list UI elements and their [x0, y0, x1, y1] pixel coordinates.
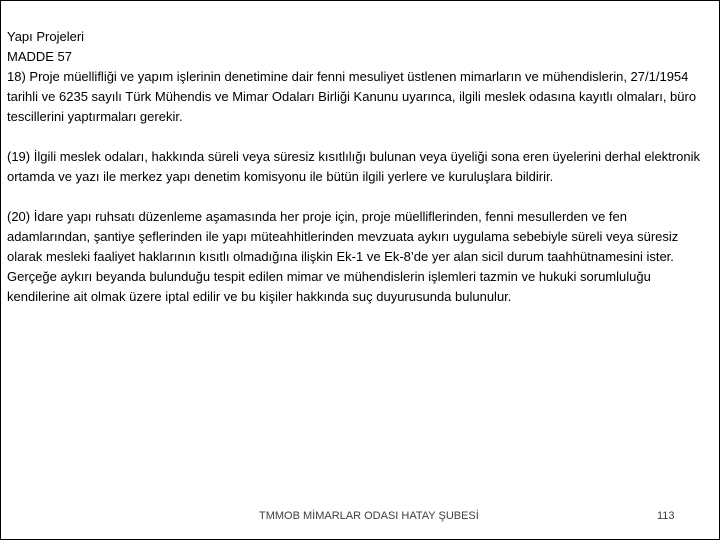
- paragraph-20: (20) İdare yapı ruhsatı düzenleme aşamasında her proje için, proje müelliflerinden, fenni mesullerden ve fen adamlarından, şantiye şeflerinden ile yapı müteahhitlerinden mevzuata aykırı uygulama sebebiyle süreli veya süresiz olarak mesleki faaliyet haklarının kısıtlı olmadığına ilişkin Ek-1 ve Ek-8’de yer alan sicil durum taahhütnamesini ister. Gerçeğe aykırı beyanda bulunduğu tespit edilen mimar ve mühendislerin işlemleri tazmin ve hukuki sorumluluğu kendilerine ait olmak üzere iptal edilir ve bu kişiler hakkında suç duyurusunda bulunulur.: [7, 209, 679, 304]
- article-heading: MADDE 57: [7, 49, 73, 64]
- paragraph-19: (19) İlgili meslek odaları, hakkında süreli veya süresiz kısıtlılığı bulunan veya üyeliği sona eren üyelerini derhal elektronik ortamda ve yazı ile merkez yapı denetim komisyonu ile bütün ilgili yerlere ve kuruluşlara bildirir.: [7, 149, 700, 184]
- page-number: 113: [657, 510, 675, 522]
- paragraph-18: 18) Proje müellifliği ve yapım işlerinin denetimine dair fenni mesuliyet üstlenen mimarların ve mühendislerin, 27/1/1954 tarihli ve 6235 sayılı Türk Mühendis ve Mimar Odaları Birliği Kanunu uyarınca, ilgili meslek odasına kayıtlı olmaları, büro tescillerini yaptırmaları gerekir.: [7, 69, 697, 124]
- paragraph-spacer: [7, 187, 713, 207]
- document-body: [7, 27, 713, 307]
- footer-organization: TMMOB MİMARLAR ODASI HATAY ŞUBESİ: [259, 510, 479, 522]
- document-title: Yapı Projeleri: [7, 29, 85, 44]
- paragraph-spacer: [7, 127, 713, 147]
